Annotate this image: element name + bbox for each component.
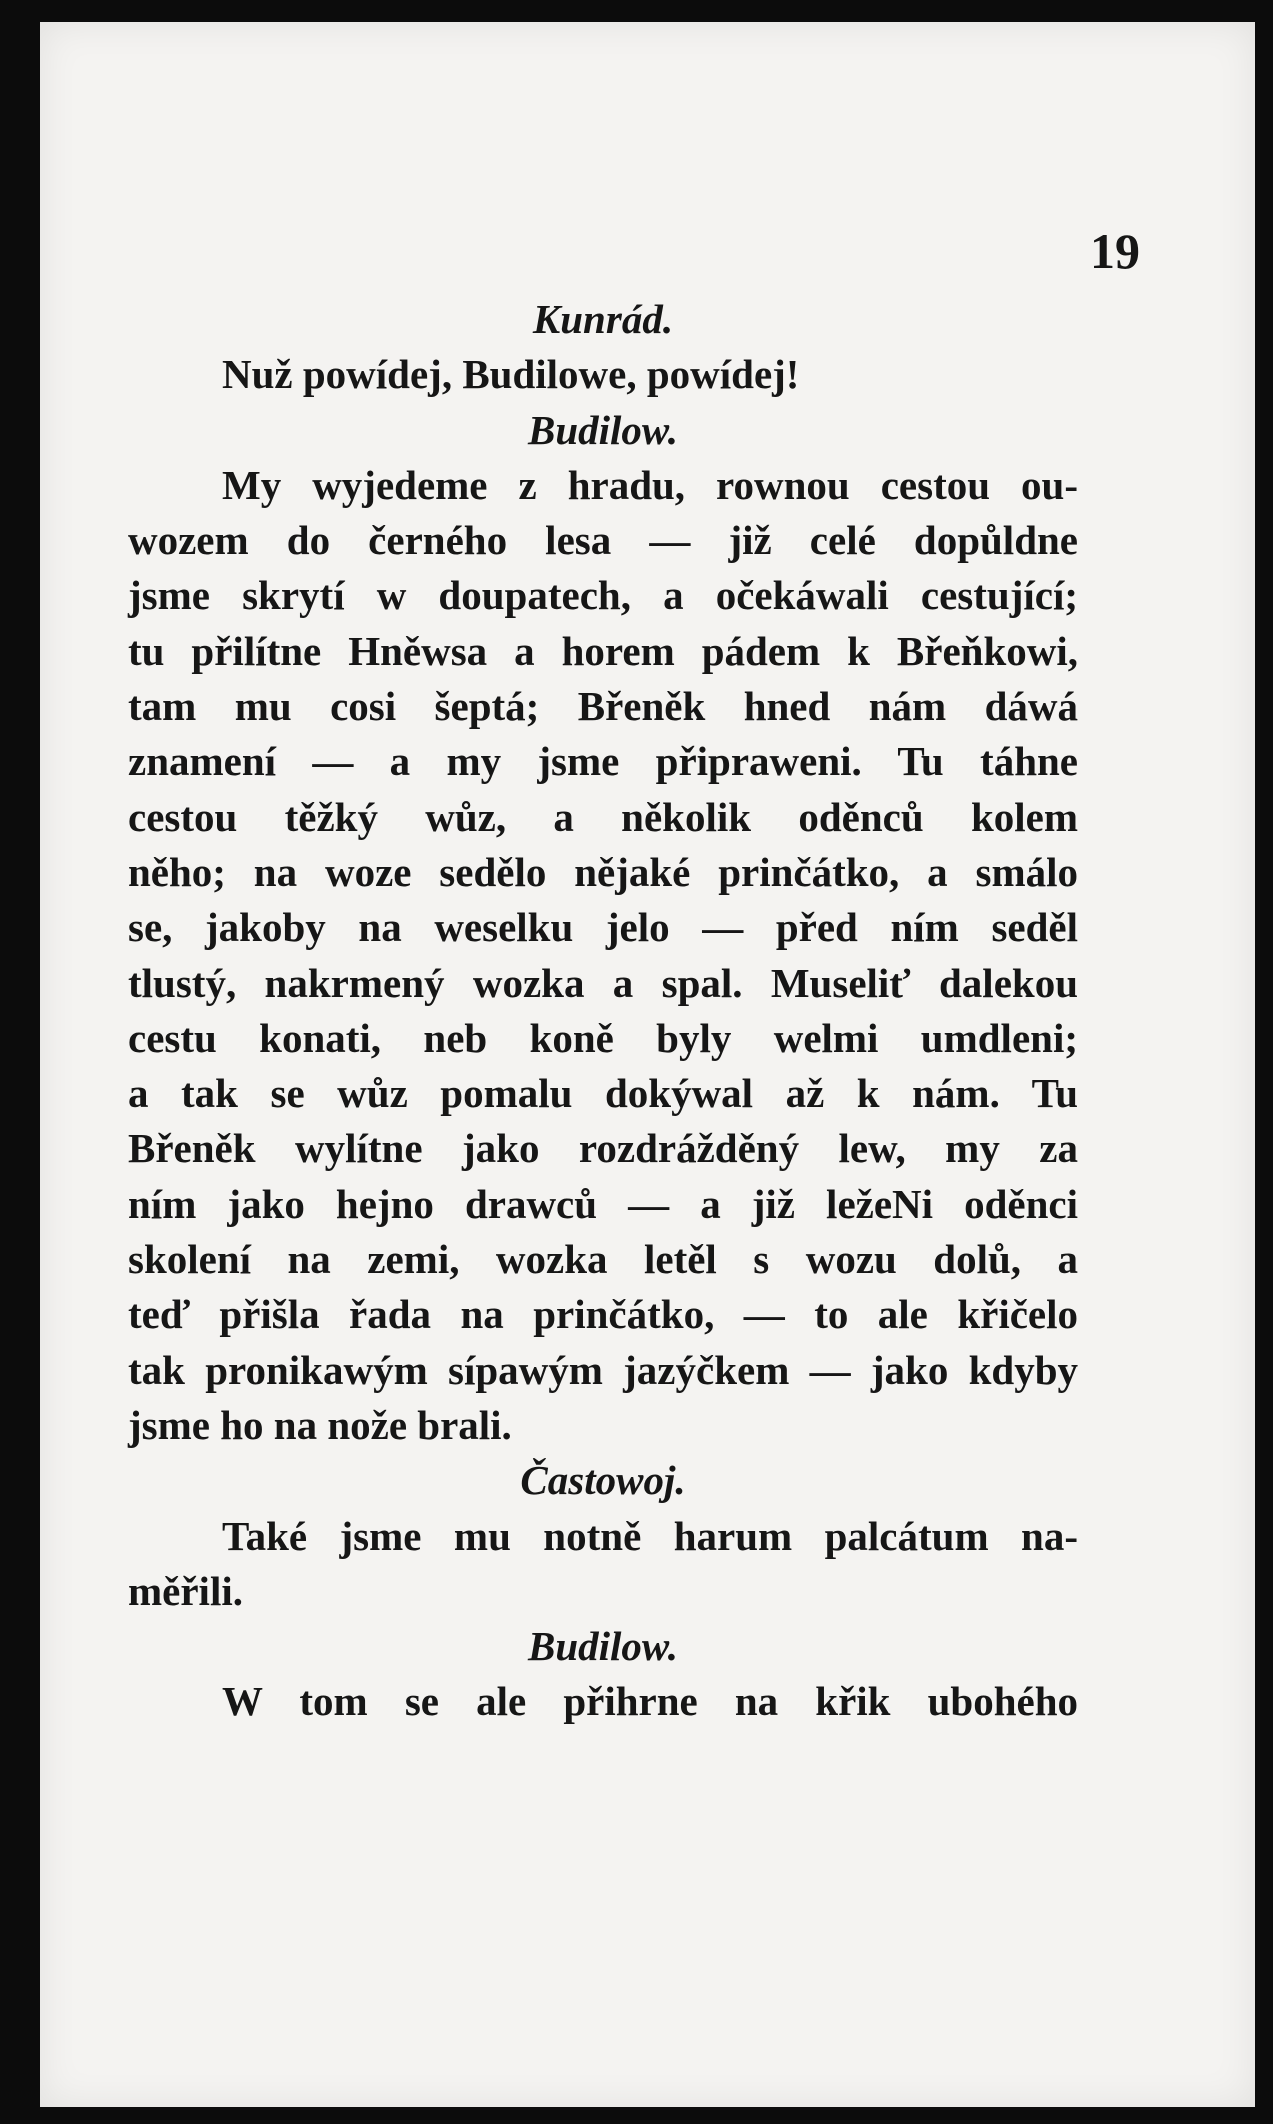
speech-line: Také jsme mu notně harum palcátum na-	[222, 1512, 1078, 1559]
speech-line: skolení na zemi, wozka letěl s wozu dolů, a	[128, 1236, 1078, 1283]
speech-line: jsme skrytí w doupatech, a očekáwali cestující;	[128, 572, 1078, 619]
speaker-name: Kunrád.	[532, 296, 674, 342]
speech-line: wozem do černého lesa — již celé dopůldne	[128, 517, 1078, 564]
play-text	[128, 292, 1078, 1730]
speech-line: jsme ho na nože brali.	[128, 1401, 512, 1448]
speech-line: tu přilítne Hněwsa a horem pádem k Břeňkowi,	[128, 627, 1078, 674]
speech-line: se, jakoby na weselku jelo — před ním seděl	[128, 904, 1078, 951]
speech-line: cestu konati, neb koně byly welmi umdleni;	[128, 1014, 1078, 1061]
speech-line: Nuž powídej, Budilowe, powídej!	[222, 351, 800, 398]
speech-line: W tom se ale přihrne na křik ubohého	[222, 1678, 1078, 1725]
speaker-name: Častowoj.	[520, 1457, 686, 1504]
speech-line: tam mu cosi šeptá; Břeněk hned nám dáwá	[128, 683, 1078, 730]
speech-line: a tak se wůz pomalu dokýwal až k nám. Tu	[128, 1070, 1078, 1117]
speech-line: měřili.	[128, 1567, 243, 1614]
speech-line: znamení — a my jsme připraweni. Tu táhne	[128, 738, 1078, 785]
speech-line: něho; na woze sedělo nějaké prinčátko, a smálo	[128, 848, 1078, 895]
speech-line: tak pronikawým sípawým jazýčkem — jako kdyby	[128, 1346, 1078, 1393]
speaker-name: Budilow.	[527, 406, 678, 453]
speech-line: cestou těžký wůz, a několik oděnců kolem	[128, 793, 1078, 840]
speech-line: Břeněk wylítne jako rozdrážděný lew, my za	[128, 1125, 1078, 1172]
speech-line: ním jako hejno drawců — a již ležeNi oděnci	[128, 1180, 1078, 1227]
speech-line: teď přišla řada na prinčátko, — to ale křičelo	[128, 1291, 1078, 1338]
speech-line: My wyjedeme z hradu, rownou cestou ou-	[222, 461, 1078, 508]
speaker-name: Budilow.	[527, 1623, 678, 1670]
page-number: 19	[1090, 223, 1140, 279]
speech-line: tlustý, nakrmený wozka a spal. Museliť dalekou	[128, 959, 1078, 1006]
